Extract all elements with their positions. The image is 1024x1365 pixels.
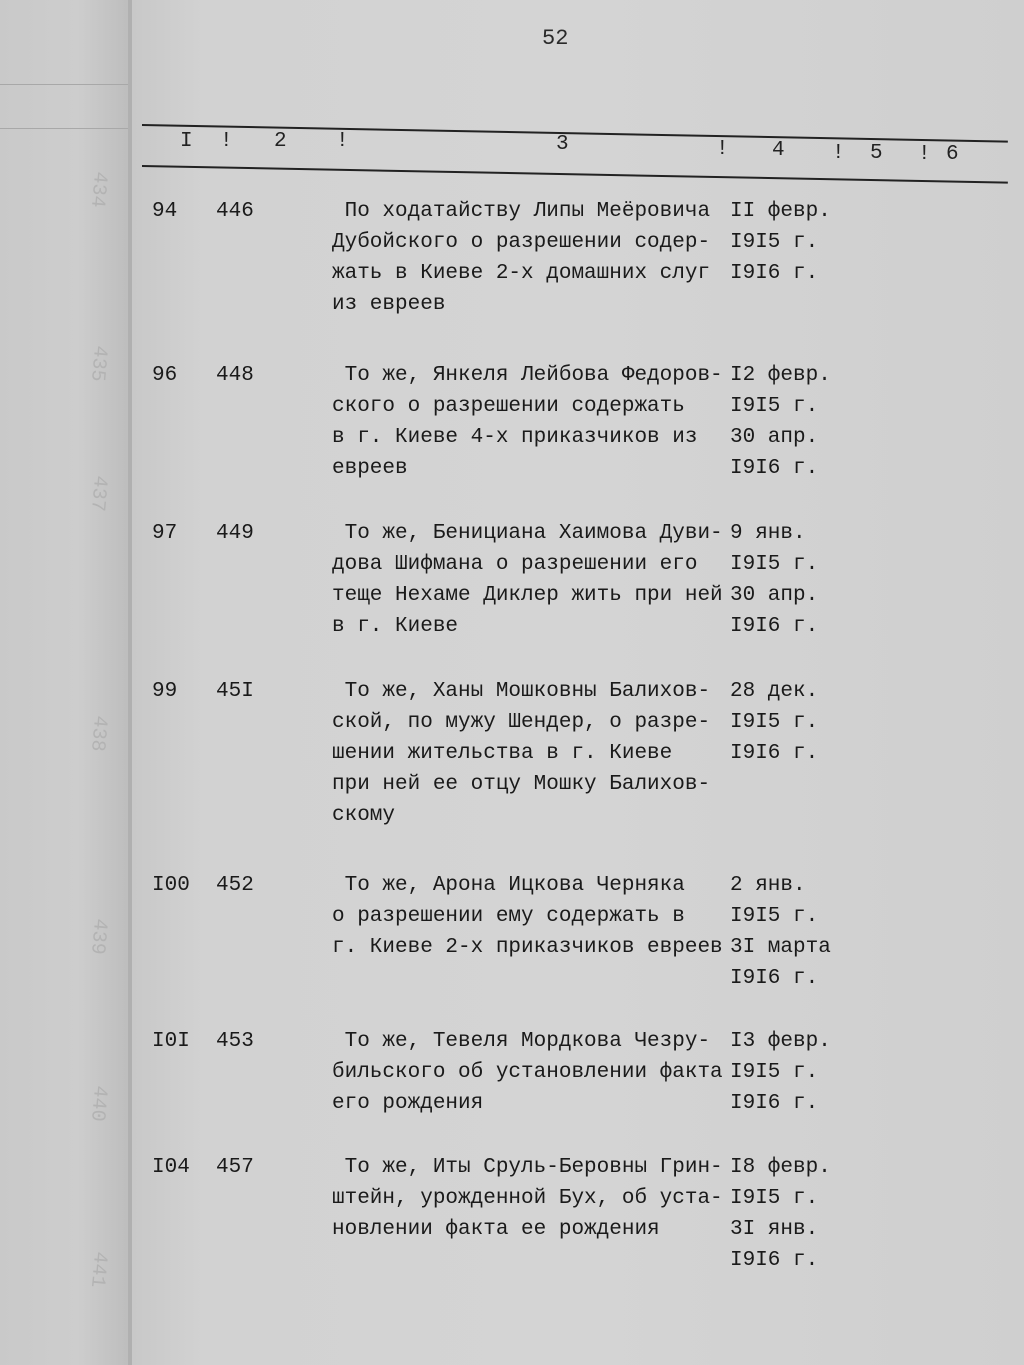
description-line: скому — [332, 804, 396, 827]
date-line: 30 апр. — [730, 426, 819, 449]
column-separator: ! — [336, 130, 349, 153]
date-line: 3I янв. — [730, 1218, 819, 1241]
record-description — [332, 676, 742, 831]
date-line: I9I5 г. — [730, 231, 819, 254]
column-header-4: 4 — [772, 139, 785, 162]
header-top-rule — [142, 124, 1008, 143]
description-line: То же, Янкеля Лейбова Федоров- — [332, 364, 723, 387]
description-line: новлении факта ее рождения — [332, 1218, 660, 1241]
date-line: II февр. — [730, 200, 831, 223]
date-line: 30 апр. — [730, 584, 819, 607]
date-line: 28 дек. — [730, 680, 819, 703]
date-line: I9I6 г. — [730, 457, 819, 480]
record-dates — [730, 1152, 831, 1276]
description-line: г. Киеве 2-х приказчиков евреев — [332, 936, 723, 959]
date-line: I8 февр. — [730, 1156, 831, 1179]
record-number: 94 — [152, 200, 178, 223]
description-line: жать в Киеве 2-х домашних слуг — [332, 262, 711, 285]
column-separator: ! — [220, 130, 233, 153]
column-header-5: 5 — [870, 142, 883, 165]
column-separator: ! — [832, 142, 845, 165]
header-bottom-rule — [142, 165, 1008, 184]
file-number: 452 — [216, 874, 254, 897]
record-dates — [730, 196, 831, 289]
record-dates — [730, 676, 818, 769]
file-number: 45I — [216, 680, 254, 703]
bleed-through-number: 434 — [84, 170, 112, 209]
document-page — [132, 0, 1024, 1365]
file-number: 457 — [216, 1156, 254, 1179]
bleed-through-number: 437 — [84, 474, 112, 513]
facing-page-edge — [0, 0, 130, 1365]
description-line: в г. Киеве — [332, 615, 459, 638]
record-number: 99 — [152, 680, 178, 703]
record-dates — [730, 518, 818, 642]
description-line: теще Нехаме Диклер жить при ней — [332, 584, 723, 607]
date-line: I9I6 г. — [730, 742, 819, 765]
date-line: I9I5 г. — [730, 553, 819, 576]
description-line: о разрешении ему содержать в — [332, 905, 685, 928]
column-header-1: I — [180, 130, 193, 153]
date-line: I2 февр. — [730, 364, 831, 387]
description-line: То же, Ханы Мошковны Балихов- — [332, 680, 711, 703]
description-line: Дубойского о разрешении содер- — [332, 231, 711, 254]
bleed-through-number: 435 — [84, 344, 112, 383]
column-header-2: 2 — [274, 130, 287, 153]
column-header-3: 3 — [556, 133, 569, 156]
description-line: дова Шифмана о разрешении его — [332, 553, 698, 576]
file-number: 446 — [216, 200, 254, 223]
date-line: I9I5 г. — [730, 711, 819, 734]
description-line: при ней ее отцу Мошку Балихов- — [332, 773, 711, 796]
description-line: шении жительства в г. Киеве — [332, 742, 673, 765]
date-line: I9I5 г. — [730, 1187, 819, 1210]
date-line: 3I марта — [730, 936, 831, 959]
record-description — [332, 196, 742, 320]
description-line: в г. Киеве 4-х приказчиков из — [332, 426, 698, 449]
description-line: штейн, урожденной Бух, об уста- — [332, 1187, 723, 1210]
date-line: 9 янв. — [730, 522, 806, 545]
page-number: 52 — [542, 26, 569, 51]
date-line: I9I5 г. — [730, 1061, 819, 1084]
record-number: 97 — [152, 522, 178, 545]
date-line: 2 янв. — [730, 874, 806, 897]
description-line: То же, Бенициана Хаимова Дуви- — [332, 522, 723, 545]
record-description — [332, 1152, 742, 1245]
file-number: 453 — [216, 1030, 254, 1053]
description-line: из евреев — [332, 293, 446, 316]
record-description — [332, 518, 742, 642]
bleed-through-number: 440 — [84, 1084, 112, 1123]
description-line: евреев — [332, 457, 408, 480]
description-line: То же, Тевеля Мордкова Чезру- — [332, 1030, 711, 1053]
description-line: То же, Иты Сруль-Беровны Грин- — [332, 1156, 723, 1179]
record-dates — [730, 1026, 831, 1119]
bleed-through-rule — [0, 84, 128, 85]
bleed-through-number: 438 — [84, 714, 112, 753]
record-dates — [730, 870, 831, 994]
record-number: I04 — [152, 1156, 190, 1179]
column-header-6: 6 — [946, 143, 959, 166]
date-line: I9I6 г. — [730, 1249, 819, 1272]
bleed-through-rule — [0, 128, 128, 129]
record-description — [332, 870, 742, 963]
column-separator: ! — [918, 143, 931, 166]
column-separator: ! — [716, 138, 729, 161]
record-description — [332, 1026, 742, 1119]
date-line: I9I5 г. — [730, 395, 819, 418]
description-line: ского о разрешении содержать — [332, 395, 685, 418]
description-line: бильского об установлении факта — [332, 1061, 723, 1084]
record-description — [332, 360, 742, 484]
bleed-through-number: 441 — [84, 1250, 112, 1289]
description-line: То же, Арона Ицкова Черняка — [332, 874, 685, 897]
date-line: I3 февр. — [730, 1030, 831, 1053]
record-number: 96 — [152, 364, 178, 387]
date-line: I9I6 г. — [730, 615, 819, 638]
description-line: его рождения — [332, 1092, 484, 1115]
file-number: 449 — [216, 522, 254, 545]
file-number: 448 — [216, 364, 254, 387]
record-number: I00 — [152, 874, 190, 897]
date-line: I9I6 г. — [730, 1092, 819, 1115]
bleed-through-number: 439 — [84, 917, 112, 956]
date-line: I9I6 г. — [730, 967, 819, 990]
description-line: По ходатайству Липы Меёровича — [332, 200, 711, 223]
date-line: I9I5 г. — [730, 905, 819, 928]
record-number: I0I — [152, 1030, 190, 1053]
description-line: ской, по мужу Шендер, о разре- — [332, 711, 711, 734]
date-line: I9I6 г. — [730, 262, 819, 285]
record-dates — [730, 360, 831, 484]
